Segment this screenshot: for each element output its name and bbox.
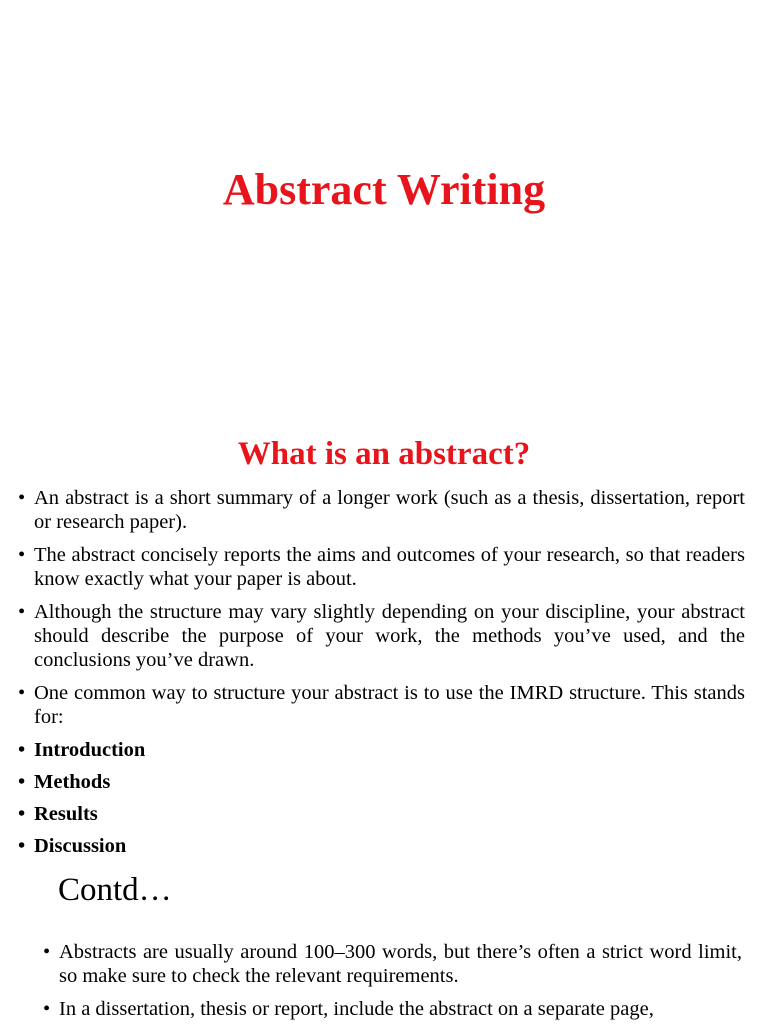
bullet-item: • The abstract concisely reports the aims and outcomes of your research, so that readers know exactly what your paper is about. — [15, 543, 745, 591]
imrd-item-methods: • Methods — [15, 770, 745, 794]
abstract-definition-list — [15, 486, 745, 866]
contd-title: Contd… — [58, 872, 172, 908]
contd-list — [40, 940, 742, 1030]
bullet-item: • One common way to structure your abstract is to use the IMRD structure. This stands for: — [15, 681, 745, 729]
imrd-item-discussion: • Discussion — [15, 834, 745, 858]
bullet-item: • An abstract is a short summary of a longer work (such as a thesis, dissertation, report or research paper). — [15, 486, 745, 534]
imrd-item-introduction: • Introduction — [15, 738, 745, 762]
slide-title: Abstract Writing — [222, 165, 546, 214]
section-title: What is an abstract? — [237, 436, 531, 472]
bullet-item: • Abstracts are usually around 100–300 words, but there’s often a strict word limit, so make sure to check the relevant requirements. — [40, 940, 742, 988]
imrd-item-results: • Results — [15, 802, 745, 826]
bullet-item: • In a dissertation, thesis or report, include the abstract on a separate page, — [40, 997, 742, 1021]
bullet-item: • Although the structure may vary slightly depending on your discipline, your abstract should describe the purpose of your work, the methods you’ve used, and the conclusions you’ve drawn. — [15, 600, 745, 672]
